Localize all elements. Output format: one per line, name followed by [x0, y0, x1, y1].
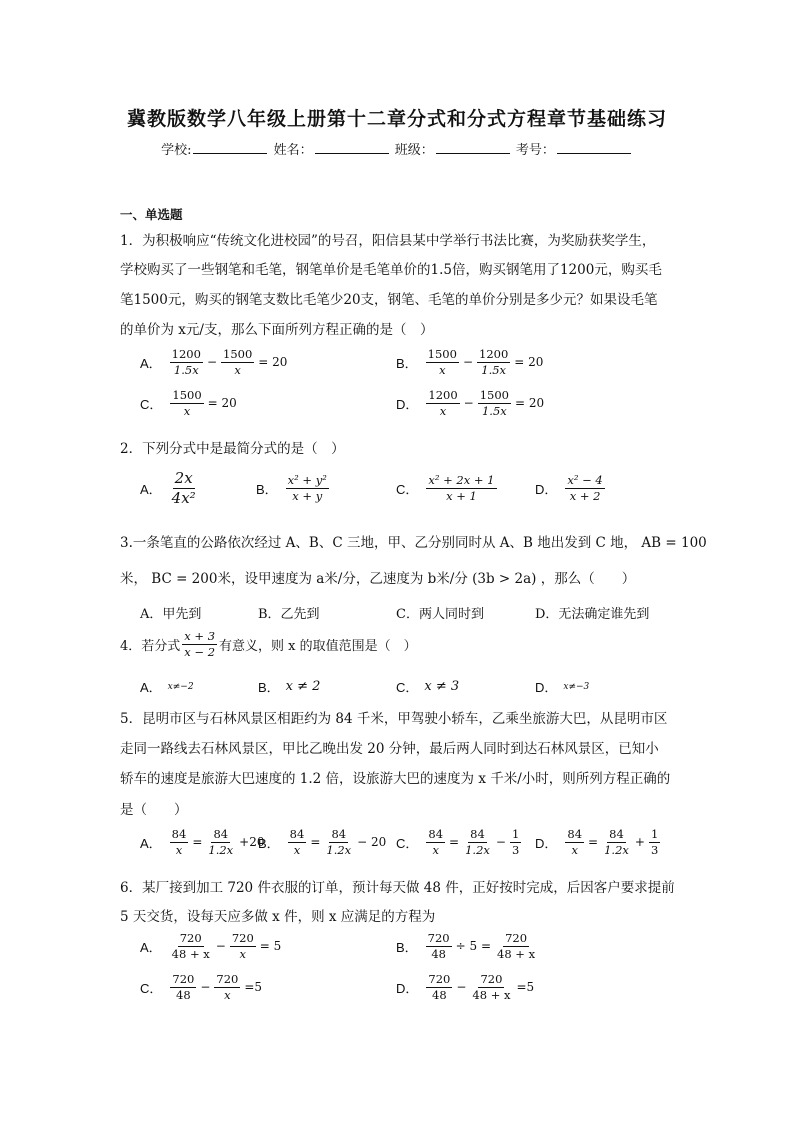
number-label: 考号： [515, 143, 555, 158]
option-label: B． [256, 481, 278, 497]
q2-option-a[interactable] [140, 470, 200, 506]
fraction: $\frac{2x}{\text{4x²}}$ [171, 469, 196, 507]
fraction: $\frac{1500}{x}$ [172, 388, 202, 418]
fraction: $\frac{\text{x² − 4}}{x + 2}$ [567, 473, 603, 503]
q5-line-1: 5．昆明市区与石林风景区相距约为 84 千米，甲驾驶小轿车，乙乘坐旅游大巴，从昆明市区 [120, 711, 668, 727]
fraction: $\frac{720}{48 + x}$ [472, 972, 511, 1002]
fraction: $\frac{84}{x}$ [289, 827, 305, 857]
fraction: $\frac{720}{48 + x}$ [497, 931, 536, 961]
q6-line-1: 6．某厂接到加工 720 件衣服的订单，预计每天做 48 件，正好按时完成，后因客户要求提前 [120, 880, 675, 896]
q1-option-b[interactable]: B． $\frac{1500}{x}$ − $\frac{1200}{1.5x}$ = 20 [396, 347, 544, 377]
option-label: D． [535, 481, 558, 497]
fraction: $\frac{84}{x}$ [171, 827, 187, 857]
page-title: 冀教版数学八年级上册第十二章分式和分式方程章节基础练习 [126, 108, 667, 130]
q1-option-c[interactable]: C． $\frac{1500}{x}$ = 20 [140, 388, 237, 418]
name-label: 姓名： [273, 143, 313, 158]
fraction: $\frac{84}{1.2x}$ [208, 827, 234, 857]
fraction: $\frac{\text{x² + y²}}{x + y}$ [287, 473, 327, 503]
fraction: $\frac{1}{3}$ [511, 827, 520, 857]
fraction: $\frac{720}{48 + x}$ [171, 931, 210, 961]
q3-line-1: 3.一条笔直的公路依次经过 A、B、C 三地，甲、乙分别同时从 A、B 地出发到 C 地， AB = 100 [120, 535, 707, 551]
q1-line-3: 笔1500元，购买的钢笔支数比毛笔少20支，钢笔、毛笔的单价分别是多少元？如果设毛笔 [120, 292, 658, 308]
q5-line-2: 走同一路线去石林风景区，甲比乙晚出发 20 分钟，最后两人同时到达石林风景区，已知小 [120, 741, 659, 757]
q1-option-a[interactable]: A． $\frac{1200}{1.5x}$ − $\frac{1500}{x}$ = 20 [140, 347, 288, 377]
q6-line-2: 5 天交货，设每天应多做 x 件，则 x 应满足的方程为 [120, 909, 436, 925]
fraction: $\frac{84}{x}$ [428, 827, 444, 857]
fraction: $\frac{720}{x}$ [231, 931, 254, 961]
q4-option-a[interactable]: A． x≠−2 [140, 680, 194, 695]
q6-option-c[interactable]: C． $\frac{720}{48}$ − $\frac{720}{x}$ =5 [140, 972, 263, 1002]
q1-line-1: 1．为积极响应“传统文化进校园”的号召，阳信县某中学举行书法比赛，为奖励获奖学生， [120, 233, 656, 249]
student-info-row [0, 139, 794, 158]
q2-stem: 2．下列分式中是最简分式的是（ ） [120, 441, 345, 457]
q1-option-d[interactable]: D． $\frac{1200}{x}$ − $\frac{1500}{1.5x}$ = 20 [396, 388, 545, 418]
fraction: $\frac{1200}{1.5x}$ [171, 347, 201, 377]
fraction: $\frac{1500}{x}$ [427, 347, 457, 377]
q2-option-d[interactable] [535, 474, 607, 502]
option-label: A． [140, 481, 162, 497]
q6-option-b[interactable]: B． $\frac{720}{48}$ ÷ 5 = $\frac{720}{48 + x}$ [396, 931, 536, 961]
option-label: A． [140, 355, 162, 371]
fraction: $\frac{720}{x}$ [216, 972, 239, 1002]
section-heading: 一、单选题 [120, 207, 183, 222]
q2-option-b[interactable] [256, 474, 331, 502]
q5-line-4: 是（ ） [120, 802, 188, 818]
q5-option-c[interactable]: C． $\frac{84}{x}$ = $\frac{84}{1.2x}$ − $\frac{1}{3}$ [396, 827, 520, 857]
name-blank[interactable] [315, 141, 389, 154]
school-label: 学校: [161, 143, 192, 158]
fraction: $\frac{1}{3}$ [650, 827, 659, 857]
q3-option-a[interactable]: A．甲先到 [140, 607, 202, 622]
class-label: 班级： [394, 143, 434, 158]
fraction: $\frac{1500}{1.5x}$ [479, 388, 510, 418]
q5-option-b[interactable]: B． $\frac{84}{x}$ = $\frac{84}{1.2x}$ − 20 [258, 827, 387, 857]
number-blank[interactable] [557, 141, 631, 154]
fraction: $\frac{1500}{x}$ [223, 347, 253, 377]
q5-option-d[interactable]: D． $\frac{84}{x}$ = $\frac{84}{1.2x}$ + $\frac{1}{3}$ [535, 827, 659, 857]
q3-option-b[interactable]: B．乙先到 [258, 607, 320, 622]
fraction: $\frac{84}{1.2x}$ [604, 827, 629, 857]
class-blank[interactable] [436, 141, 510, 154]
q4-stem: 4．若分式 $\frac{x + 3}{x - 2}$ 有意义，则 x 的取值范围是（ ） [120, 629, 417, 659]
fraction: $\frac{84}{1.2x}$ [326, 827, 352, 857]
q1-line-4: 的单价为 x元/支，那么下面所列方程正确的是（ ） [120, 322, 434, 338]
q6-option-a[interactable]: A． $\frac{720}{48 + x}$ − $\frac{720}{x}$ = 5 [140, 931, 282, 961]
fraction: $\frac{1200}{1.5x}$ [479, 347, 509, 377]
q5-option-a[interactable]: A． $\frac{84}{x}$ = $\frac{84}{1.2x}$ +20 [140, 827, 265, 857]
option-label: C． [396, 481, 419, 497]
q6-option-d[interactable]: D． $\frac{720}{48}$ − $\frac{720}{48 + x}$ =5 [396, 972, 535, 1002]
fraction: $\frac{84}{1.2x}$ [465, 827, 490, 857]
q3-line-2: 米， BC = 200米，设甲速度为 a米/分，乙速度为 b米/分 (3b > 2a) ，那么（ ） [120, 571, 636, 587]
q2-option-c[interactable] [396, 474, 499, 502]
fraction: $\frac{84}{x}$ [567, 827, 583, 857]
q4-option-b[interactable]: B． x ≠ 2 [258, 679, 321, 695]
fraction: $\frac{720}{48}$ [428, 972, 451, 1002]
school-blank[interactable] [193, 141, 267, 154]
fraction: $\frac{720}{48}$ [172, 972, 195, 1002]
option-label: B． [396, 355, 418, 371]
option-label: D． [396, 396, 419, 412]
fraction: $\frac{1200}{x}$ [428, 388, 458, 418]
fraction: $\frac{720}{48}$ [427, 931, 450, 961]
q3-option-c[interactable]: C．两人同时到 [396, 607, 484, 622]
q5-line-3: 轿车的速度是旅游大巴速度的 1.2 倍，设旅游大巴的速度为 x 千米/小时，则所列方程正确的 [120, 771, 671, 787]
fraction: $\frac{x + 3}{x - 2}$ [184, 629, 216, 659]
q4-option-c[interactable]: C． x ≠ 3 [396, 679, 460, 695]
q3-option-d[interactable]: D．无法确定谁先到 [535, 607, 650, 622]
q1-line-2: 学校购买了一些钢笔和毛笔，钢笔单价是毛笔单价的1.5倍，购买钢笔用了1200元，购买毛 [120, 262, 662, 278]
fraction: $\frac{\text{x² + 2x + 1}}{x + 1}$ [428, 473, 495, 503]
q4-option-d[interactable]: D． x≠−3 [535, 680, 590, 695]
option-label: C． [140, 396, 163, 412]
